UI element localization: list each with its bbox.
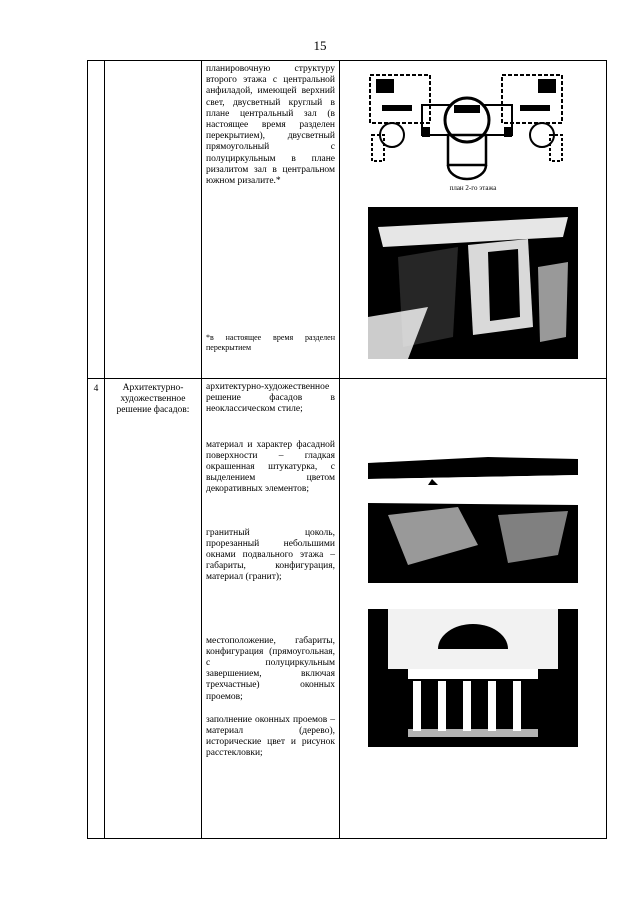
page-number: 15: [313, 38, 327, 53]
building-photo: [368, 609, 578, 747]
list-item: местоположение, габариты, конфигурация (прямоугольная, с полуциркульным завершением, включая трехчастные) оконных проемов;: [206, 635, 335, 702]
row-number: [88, 61, 105, 379]
row-description: [202, 61, 340, 379]
list-item: архитектурно-художественное решение фасадов в неоклассическом стиле;: [206, 382, 335, 415]
image-cell: [340, 61, 607, 379]
plan-caption: план 2-го этажа: [449, 184, 497, 192]
table-row: [88, 379, 607, 839]
description-text: планировочную структуру второго этажа с центральной анфиладой, имеющей верхний свет, двусветный круглый в плане центральный зал (в настоящее время разделен перекрытием), двусветный прямоугольный с полуциркульным в плане ризалитом зал в центральном южном ризалите.*: [206, 64, 335, 187]
table-row: [88, 61, 607, 379]
image-cell: [340, 379, 607, 839]
footnote: *в настоящее время разделен перекрытием: [206, 333, 335, 352]
list-item: материал и характер фасадной поверхности – гладкая окрашенная штукатурка, с выделением цветом декоративных элементов;: [206, 439, 335, 495]
row-description: [202, 379, 340, 839]
row-name: Архитектурно-художественное решение фасадов:: [105, 379, 202, 839]
list-item: гранитный цоколь, прорезанный небольшими окнами подвального этажа – габариты, конфигурация, материал (гранит);: [206, 527, 335, 583]
facade-photo: [368, 445, 578, 583]
row-number: 4: [88, 379, 105, 839]
floor-plan-image: [362, 65, 572, 195]
row-name: [105, 61, 202, 379]
document-table: [87, 60, 607, 839]
interior-photo: [368, 207, 578, 359]
list-item: заполнение оконных проемов – материал (дерево), исторические цвет и рисунок расстекловки;: [206, 714, 335, 759]
